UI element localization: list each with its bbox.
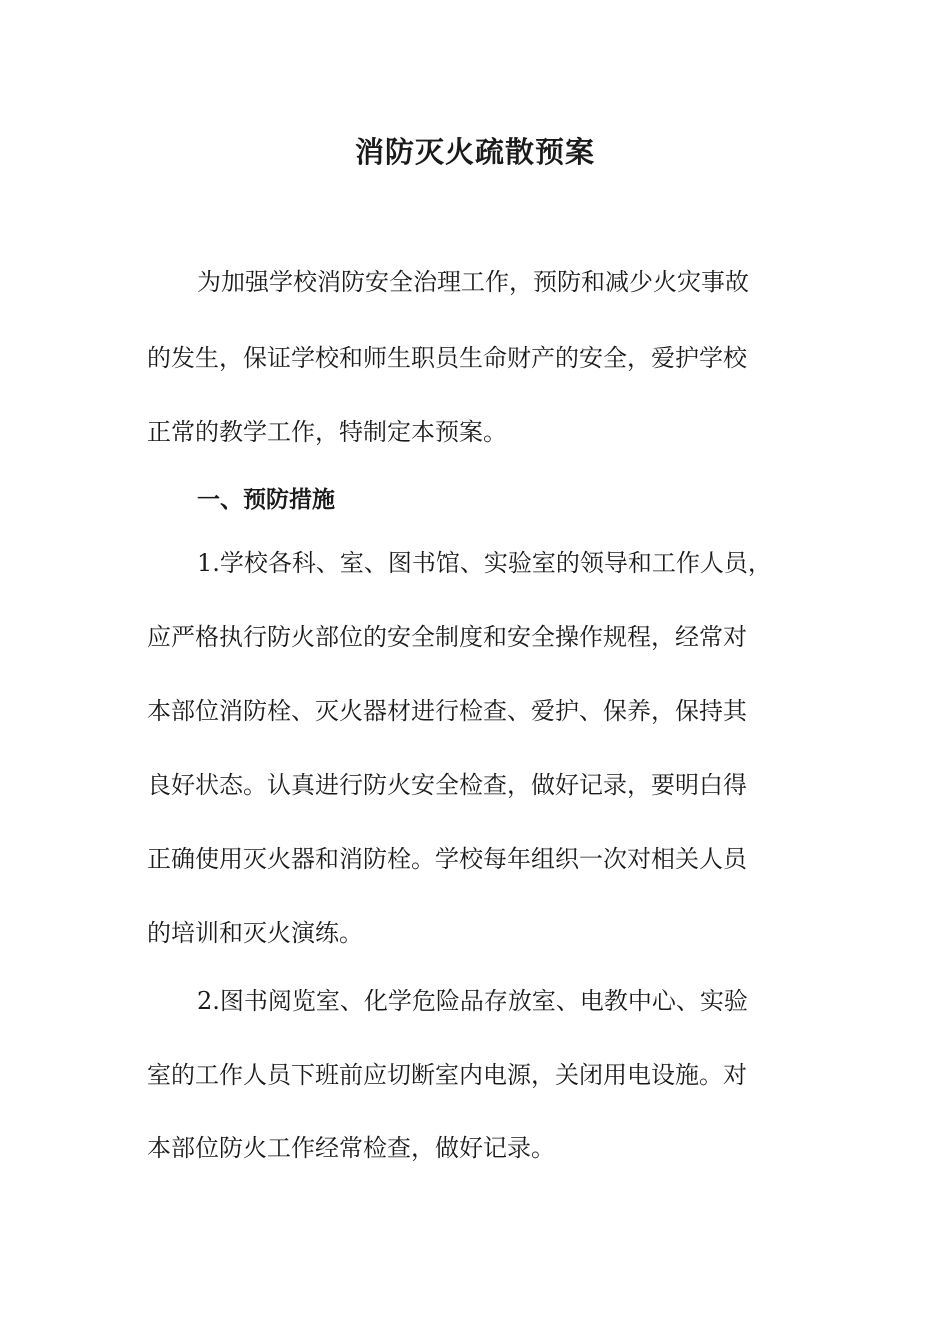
item-1-line-6: 的培训和灭火演练。 (147, 919, 363, 947)
paragraph-intro-line-2: 的发生，保证学校和师生职员生命财产的安全，爱护学校 (147, 344, 747, 372)
item-1-line-5: 正确使用灭火器和消防栓。学校每年组织一次对相关人员 (147, 845, 747, 873)
item-2-line-2: 室的工作人员下班前应切断室内电源，关闭用电设施。对 (147, 1061, 747, 1089)
section-heading-prevention: 一、预防措施 (197, 487, 335, 513)
item-2-line-3: 本部位防火工作经常检查，做好记录。 (147, 1134, 555, 1162)
item-1-line-1: 1.学校各科、室、图书馆、实验室的领导和工作人员， (197, 549, 772, 577)
item-1-line-3: 本部位消防栓、灭火器材进行检查、爱护、保养，保持其 (147, 697, 747, 725)
item-2-line-1: 2.图书阅览室、化学危险品存放室、电教中心、实验 (197, 987, 748, 1015)
paragraph-intro-line-1: 为加强学校消防安全治理工作，预防和减少火灾事故 (197, 268, 749, 296)
item-1-line-2: 应严格执行防火部位的安全制度和安全操作规程，经常对 (147, 623, 747, 651)
item-1-line-4: 良好状态。认真进行防火安全检查，做好记录，要明白得 (147, 771, 747, 799)
paragraph-intro-line-3: 正常的教学工作，特制定本预案。 (147, 418, 507, 446)
document-title: 消防灭火疏散预案 (354, 135, 595, 169)
